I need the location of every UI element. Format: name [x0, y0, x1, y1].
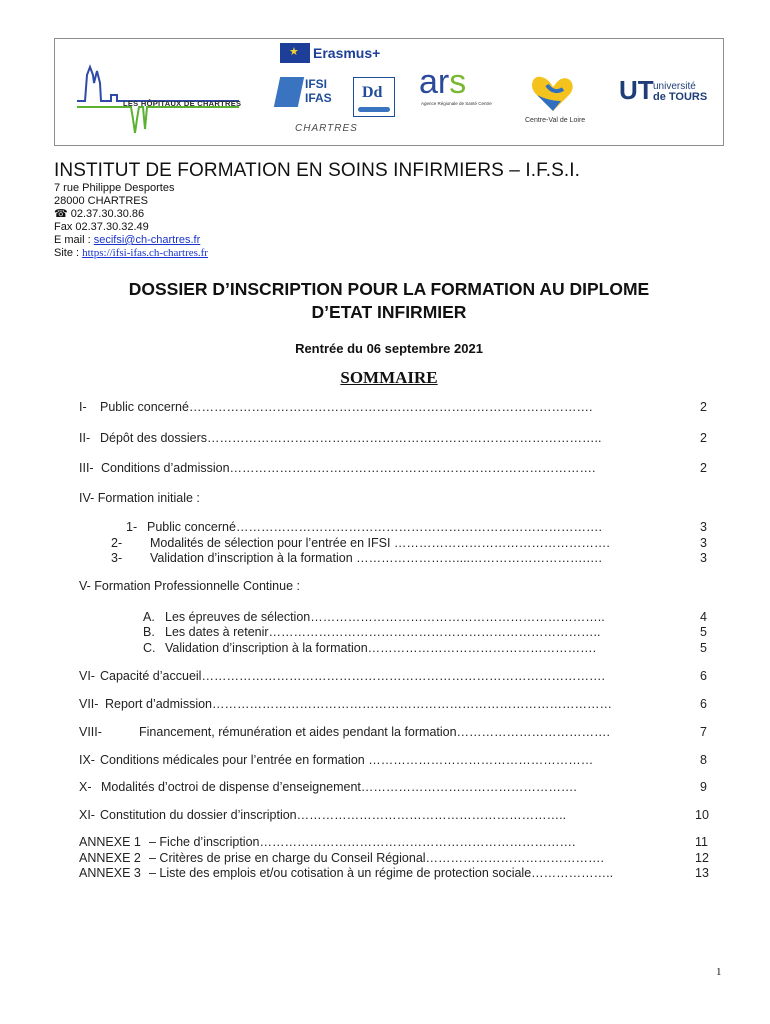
region-heart-icon — [523, 71, 589, 117]
erasmus-logo — [280, 43, 380, 63]
address-line1: 7 rue Philippe Desportes — [54, 182, 175, 194]
toc-section-heading[interactable]: IV- Formation initiale : — [79, 491, 200, 505]
rentree-date: Rentrée du 06 septembre 2021 — [295, 341, 483, 356]
erasmus-label: Erasmus+ — [313, 45, 381, 61]
university-logo — [619, 75, 715, 109]
eu-flag-icon — [280, 43, 310, 63]
ifsi-shape-icon — [274, 77, 304, 107]
contact-block — [54, 182, 208, 260]
email-line: E mail : secifsi@ch-chartres.fr — [54, 234, 201, 246]
ifsi-ifas-label: IFSI IFAS — [305, 77, 332, 105]
fax-line: Fax 02.37.30.32.49 — [54, 221, 149, 233]
toc-section-heading[interactable]: V- Formation Professionnelle Continue : — [79, 579, 300, 593]
ars-label: ars — [419, 63, 467, 101]
dd-logo — [353, 77, 395, 117]
address-line2: 28000 CHARTRES — [54, 195, 148, 207]
cathedral-icon — [71, 53, 241, 137]
site-line: Site : https://ifsi-ifas.ch-chartres.fr — [54, 247, 208, 259]
ars-logo — [419, 63, 505, 117]
region-logo — [523, 71, 589, 127]
page-number: 1 — [716, 966, 722, 978]
dd-label: Dd — [362, 84, 383, 101]
dd-strip-icon — [358, 107, 390, 112]
ut-mark-icon: UT — [619, 75, 654, 105]
region-name: Centre-Val de Loire — [525, 117, 586, 124]
hospital-name: LES HÔPITAUX DE CHARTRES — [123, 99, 242, 108]
sommaire-heading: SOMMAIRE — [340, 368, 438, 387]
site-link[interactable]: https://ifsi-ifas.ch-chartres.fr — [82, 247, 208, 259]
ifsi-ifas-logo — [275, 75, 345, 113]
university-name: université de TOURS — [653, 81, 708, 103]
ars-subtitle: Agence Régionale de Santé Centre — [421, 101, 492, 106]
chartres-label: CHARTRES — [295, 123, 358, 134]
logo-banner — [54, 38, 724, 146]
document-title: DOSSIER D’INSCRIPTION POUR LA FORMATION AU DIPLOME D’ETAT INFIRMIER — [128, 279, 650, 322]
institute-title: INSTITUT DE FORMATION EN SOINS INFIRMIERS – I.F.S.I. — [54, 160, 580, 181]
email-link[interactable]: secifsi@ch-chartres.fr — [93, 234, 201, 246]
hospital-logo — [71, 53, 241, 137]
phone-line: ☎ 02.37.30.30.86 — [54, 208, 145, 220]
